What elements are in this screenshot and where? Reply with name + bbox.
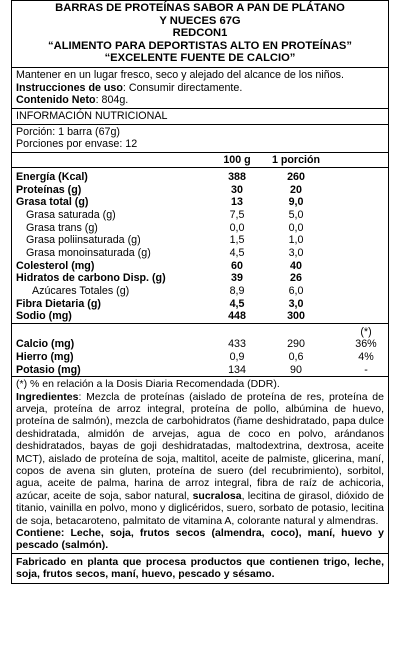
col-header-100g: 100 g	[223, 154, 251, 167]
nutrition-table	[12, 153, 388, 377]
table-row-sodium: Sodio (mg) 448 300	[16, 310, 305, 323]
table-row-monounsaturated-fat: Grasa monoinsaturada (g) 4,5 3,0	[26, 247, 304, 259]
ingredients-block	[12, 377, 388, 554]
nutrition-label	[11, 0, 389, 584]
ingredients-label: Ingredientes	[16, 390, 79, 403]
col-header-portion: 1 porción	[271, 154, 321, 167]
product-name-line1: BARRAS DE PROTEÍNAS SABOR A PAN DE PLÁTANO	[55, 2, 345, 14]
table-row-saturated-fat: Grasa saturada (g) 7,5 5,0	[26, 208, 304, 221]
portion-block	[12, 125, 388, 153]
storage-text: Mantener en un lugar fresco, seco y alejado del alcance de los niños.	[16, 68, 344, 81]
instructions-value: : Consumir directamente.	[122, 81, 243, 94]
table-row-calcium: Calcio (mg) 433 290 36%	[16, 338, 377, 351]
net-content-value: : 804g.	[95, 94, 129, 107]
product-header	[12, 1, 388, 68]
sucralose-highlight: sucralosa	[192, 489, 242, 502]
brand-name: REDCON1	[172, 27, 228, 40]
table-row-energy: Energía (Kcal) 388 260	[16, 170, 305, 183]
ddr-note: (*) % en relación a la Dosis Diaria Recomendada (DDR).	[16, 378, 280, 391]
table-row-protein: Proteínas (g) 30 20	[16, 183, 302, 196]
product-name-line2: Y NUECES 67G	[159, 14, 241, 27]
allergen-contains: Contiene: Leche, soja, frutos secos (almendra, coco), maní, huevo y pescado (salmón).	[16, 527, 384, 552]
factory-allergen-note: Fabricado en planta que procesa productos que contienen trigo, leche, soja, frutos secos, maní, huevo, pescado y sésamo.	[16, 555, 384, 581]
table-row-carbohydrates: Hidratos de carbono Disp. (g) 39 26	[16, 272, 302, 285]
table-row-total-sugars: Azúcares Totales (g) 8,9 6,0	[32, 285, 304, 298]
claim-protein: “ALIMENTO PARA DEPORTISTAS ALTO EN PROTEÍNAS”	[48, 39, 352, 52]
minerals-marker-row	[16, 324, 384, 338]
claim-calcium: “EXCELENTE FUENTE DE CALCIO”	[104, 52, 296, 65]
portion-size: Porción: 1 barra (67g)	[16, 125, 120, 138]
net-content-label: Contenido Neto	[16, 94, 96, 107]
table-row-cholesterol: Colesterol (mg) 60 40	[16, 259, 302, 272]
table-row-potassium: Potasio (mg) 134 90 -	[16, 363, 368, 376]
ddr-marker: (*)	[360, 326, 372, 339]
table-header-row	[16, 154, 384, 167]
ingredients-text: Ingredientes: Mezcla de proteínas (aislado de proteína de res, proteína de arveja, proteína de arroz integral, proteína de pollo, albúmina de huevo, proteína de salmón), mezcla de carbohidratos (ñame deshidratado, papa dulce deshidratada, almidón de arvejas, agua de coco en polvo, arándanos deshidratados, bayas de goji deshidratadas, maltodextrina, dextrosa, aceite MCT), aislado de proteína de soja, maltitol, aceite de palmiste, glicerina, maní, copos de avena sin gluten, proteína de suero (del recubrimiento), sorbitol, agua, aceite de palma, harina de arroz integral, fibra de raíz de achicoria, azúcar, aceite de soja, sabor natural, sucralosa, lecitina de girasol, dióxido de titanio, vainilla en polvo, mono y diglicéridos, suero, sorbato de potasio, lecitina de soja, betacaroteno, palmitato de vitamina A, colorante natural y almendras.	[16, 390, 384, 527]
instructions-label: Instrucciones de uso	[16, 81, 123, 94]
table-row-fiber: Fibra Dietaria (g) 4,5 3,0	[16, 297, 304, 310]
table-row-trans-fat: Grasa trans (g) 0,0 0,0	[26, 221, 304, 234]
instructions-line	[16, 82, 384, 95]
table-row-total-fat: Grasa total (g) 13 9,0	[16, 196, 304, 209]
table-row-iron: Hierro (mg) 0,9 0,6 4%	[16, 350, 374, 363]
portions-per-pack: Porciones por envase: 12	[16, 138, 138, 151]
storage-block	[12, 68, 388, 109]
nutrition-title: INFORMACIÓN NUTRICIONAL	[16, 110, 168, 123]
table-row-polyunsaturated-fat: Grasa poliinsaturada (g) 1,5 1,0	[26, 234, 304, 247]
net-content-line	[16, 94, 384, 107]
nutrition-title-block	[12, 109, 388, 125]
